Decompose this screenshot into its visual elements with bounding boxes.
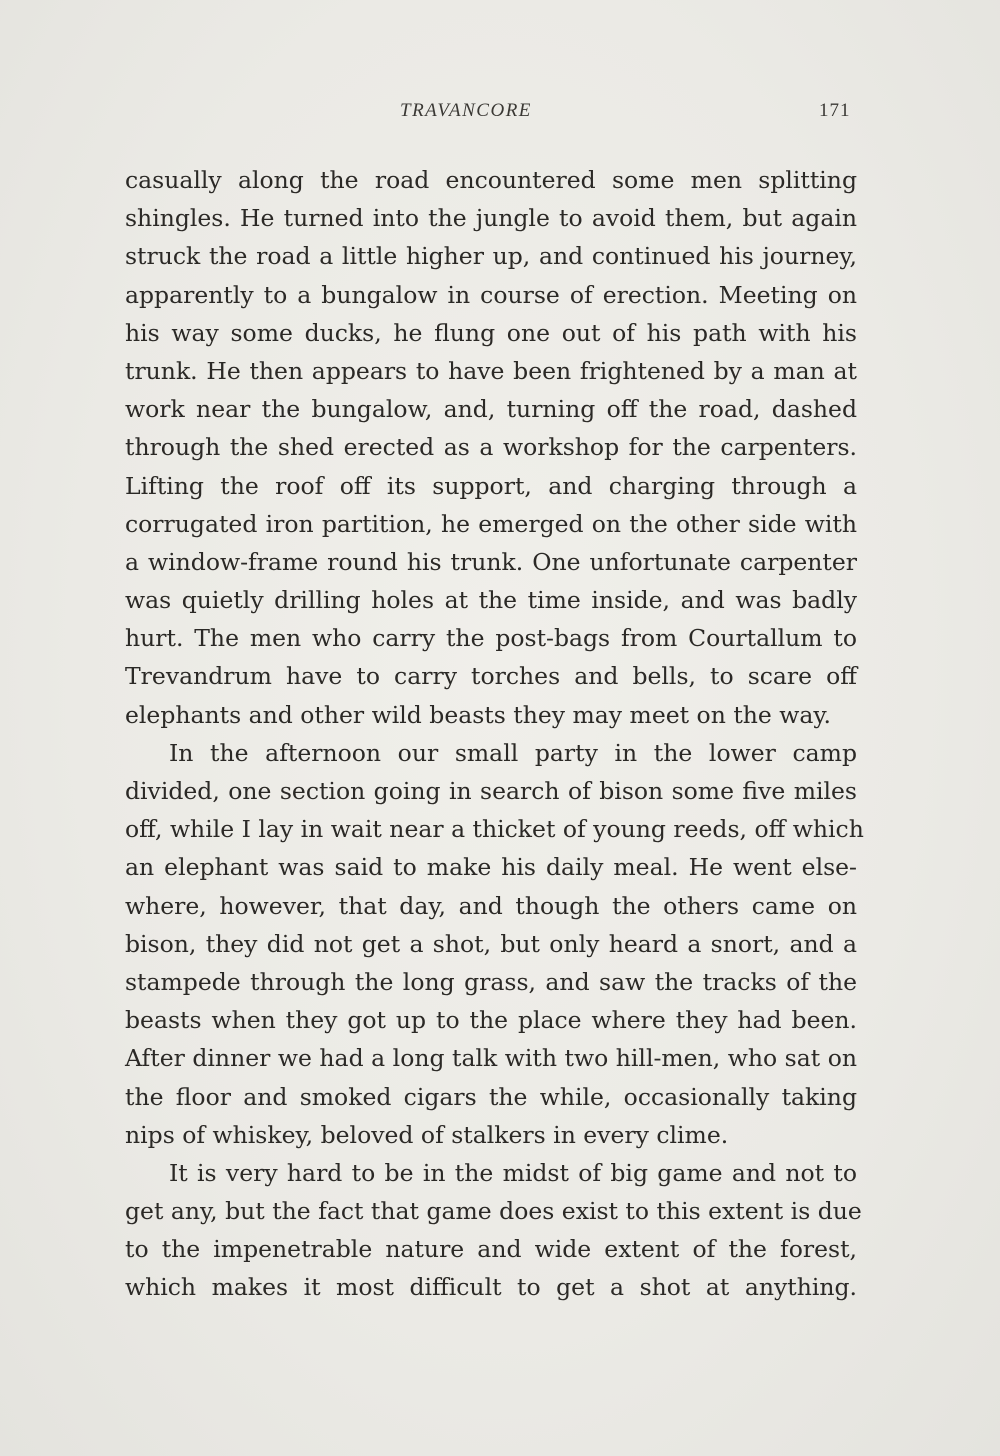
text-line: was quietly drilling holes at the time inside, and was badly [125, 586, 857, 615]
text-line: After dinner we had a long talk with two hill-men, who sat on [125, 1044, 857, 1073]
text-line: hurt. The men who carry the post-bags from Courtallum to [125, 624, 857, 653]
text-line: corrugated iron partition, he emerged on the other side with [125, 509, 857, 538]
running-title: TRAVANCORE [400, 100, 532, 121]
text-line: trunk. He then appears to have been frightened by a man at [125, 356, 857, 385]
text-line: to the impenetrable nature and wide extent of the forest, [125, 1235, 857, 1264]
text-line: beasts when they got up to the place where they had been. [125, 1006, 857, 1035]
text-line: get any, but the fact that game does exist to this extent is due [125, 1197, 862, 1226]
text-line: It is very hard to be in the midst of big game and not to [169, 1158, 857, 1187]
text-line: divided, one section going in search of bison some five miles [125, 777, 857, 805]
text-line: an elephant was said to make his daily meal. He went else- [125, 853, 857, 882]
text-line: nips of whiskey, beloved of stalkers in every clime. [125, 1120, 729, 1149]
text-line: Trevandrum have to carry torches and bells, to scare off [125, 662, 857, 691]
text-line: a window-frame round his trunk. One unfortunate carpenter [125, 547, 857, 576]
text-line: his way some ducks, he flung one out of his path with his [125, 318, 857, 347]
running-head [0, 100, 1000, 130]
text-line: which makes it most difficult to get a shot at anything. [125, 1273, 857, 1302]
text-line: the floor and smoked cigars the while, occasionally taking [125, 1082, 857, 1111]
text-line: through the shed erected as a workshop for the carpenters. [125, 433, 857, 462]
text-line: off, while I lay in wait near a thicket of young reeds, off which [125, 815, 864, 844]
text-line: shingles. He turned into the jungle to avoid them, but again [125, 204, 857, 233]
text-line: apparently to a bungalow in course of erection. Meeting on [125, 280, 857, 309]
body-text [125, 161, 864, 1307]
text-line: In the afternoon our small party in the lower camp [169, 738, 857, 767]
text-line: casually along the road encountered some men splitting [125, 166, 857, 194]
text-line: elephants and other wild beasts they may meet on the way. [125, 700, 832, 729]
text-line: where, however, that day, and though the others came on [125, 891, 857, 920]
text-line: Lifting the roof off its support, and charging through a [125, 471, 857, 500]
text-line: struck the road a little higher up, and continued his journey, [125, 242, 857, 271]
text-line: work near the bungalow, and, turning off the road, dashed [125, 395, 857, 424]
page-number: 171 [819, 100, 851, 121]
text-line: bison, they did not get a shot, but only heard a snort, and a [125, 929, 857, 958]
text-line: stampede through the long grass, and saw the tracks of the [125, 967, 857, 996]
